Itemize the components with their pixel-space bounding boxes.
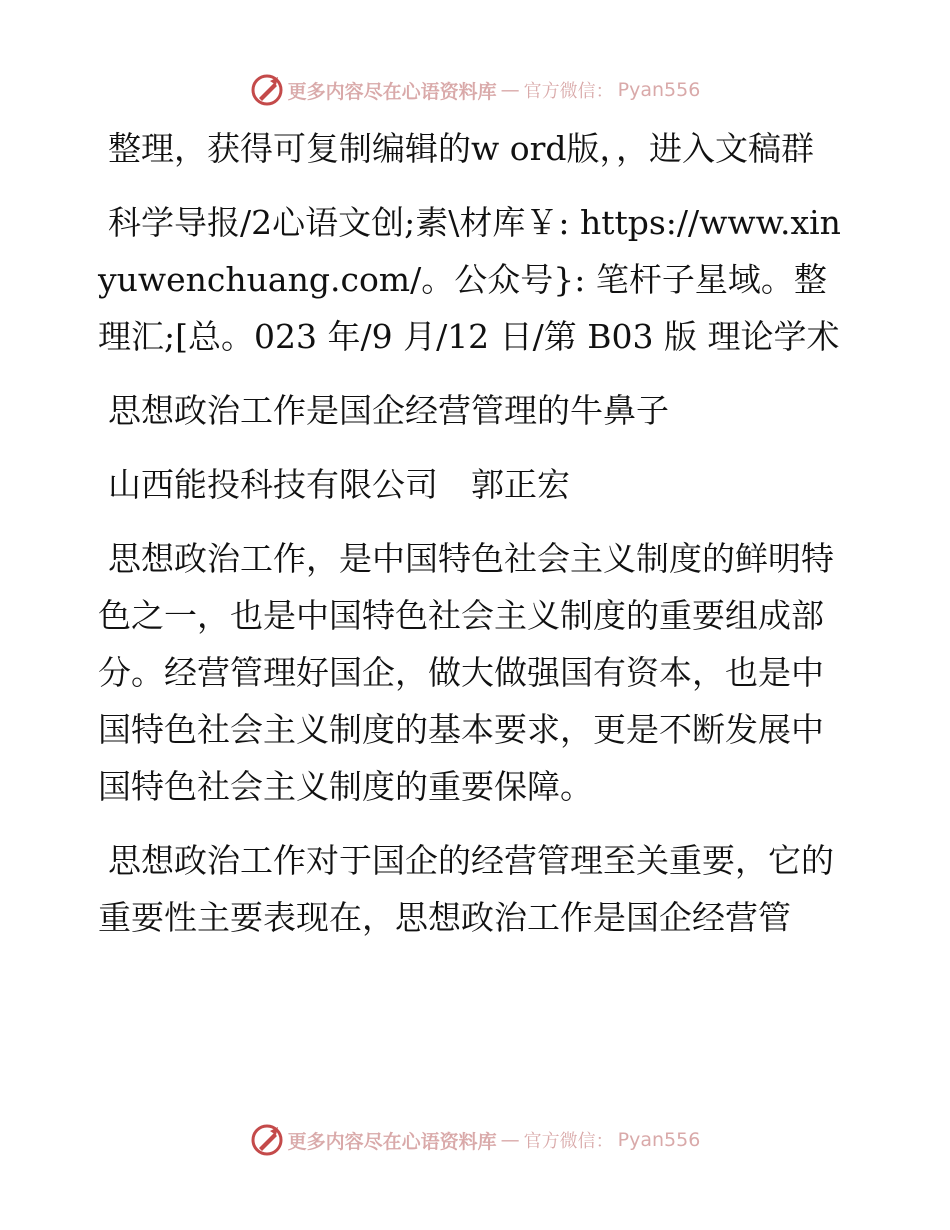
document-body (98, 120, 854, 963)
watermark-wechat-label: 官方微信： (523, 1131, 614, 1152)
quill-circle-logo-icon (250, 1123, 284, 1157)
watermark-wechat-label: 官方微信： (523, 81, 614, 102)
article-title: 思想政治工作是国企经营管理的牛鼻子 (108, 391, 669, 430)
footer-watermark (0, 1120, 950, 1160)
article-author: 山西能投科技有限公司 郭正宏 (108, 465, 570, 504)
watermark-text: 更多内容尽在心语资料库 (287, 1130, 497, 1153)
paragraph-body-1: 思想政治工作，是中国特色社会主义制度的鲜明特色之一，也是中国特色社会主义制度的重要组成部分。经营管理好国企，做大做强国有资本，也是中国特色社会主义制度的基本要求，更是不断发展中国特色社会主义制度的重要保障。 (98, 539, 834, 806)
paragraph-body-2: 思想政治工作对于国企的经营管理至关重要，它的重要性主要表现在，思想政治工作是国企经营管 (98, 841, 834, 937)
watermark-dash: — (500, 1129, 520, 1151)
watermark-dash: — (500, 79, 520, 101)
watermark-account: Pyan556 (617, 1129, 701, 1151)
header-watermark (0, 70, 950, 110)
quill-circle-logo-icon (250, 73, 284, 107)
watermark-text: 更多内容尽在心语资料库 (287, 80, 497, 103)
paragraph-intro: 整理，获得可复制编辑的w ord版，，进入文稿群 (108, 129, 815, 168)
watermark-account: Pyan556 (617, 79, 701, 101)
paragraph-source: 科学导报/2心语文创;素\材库￥: https://www.xinyuwenchuang.com/。公众号}: 笔杆子星域。整理汇;[总。023 年/9 月/12 日/第 B03 版 理论学术 (98, 203, 841, 356)
